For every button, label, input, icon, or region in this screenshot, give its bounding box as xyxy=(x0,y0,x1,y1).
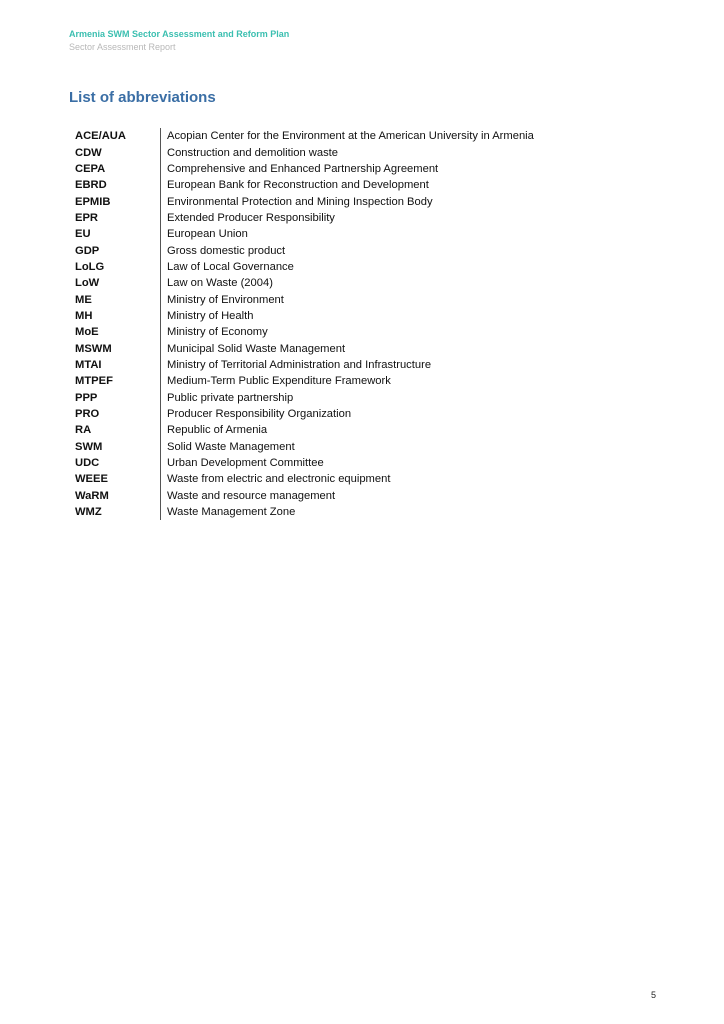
abbreviation-definition: European Union xyxy=(167,228,248,241)
abbreviation-definition: Ministry of Environment xyxy=(167,293,284,306)
abbreviation-definition: Waste from electric and electronic equipment xyxy=(167,473,391,486)
abbreviation-code: PPP xyxy=(69,390,161,406)
abbreviation-definition: Environmental Protection and Mining Inspection Body xyxy=(167,195,433,208)
abbreviation-code: EBRD xyxy=(69,177,161,193)
abbreviation-row xyxy=(69,439,629,455)
abbreviation-code: MH xyxy=(69,308,161,324)
abbreviation-row xyxy=(69,128,629,144)
abbreviation-definition: Public private partnership xyxy=(167,391,294,404)
abbreviation-row xyxy=(69,390,629,406)
abbreviation-row xyxy=(69,226,629,242)
abbreviation-row xyxy=(69,455,629,471)
abbreviation-definition: Waste and resource management xyxy=(167,489,336,502)
abbreviation-code: SWM xyxy=(69,439,161,455)
abbreviation-definition: European Bank for Reconstruction and Development xyxy=(167,179,429,192)
abbreviation-definition: Ministry of Economy xyxy=(167,326,268,339)
abbreviation-code: GDP xyxy=(69,242,161,258)
abbreviation-code: EPR xyxy=(69,210,161,226)
abbreviations-table xyxy=(69,128,629,520)
abbreviation-code: LoW xyxy=(69,275,161,291)
abbreviation-definition: Municipal Solid Waste Management xyxy=(167,342,346,355)
abbreviation-row xyxy=(69,242,629,258)
abbreviation-row xyxy=(69,422,629,438)
abbreviation-code: LoLG xyxy=(69,259,161,275)
abbreviation-definition: Ministry of Territorial Administration and Infrastructure xyxy=(167,358,432,371)
abbreviation-definition: Urban Development Committee xyxy=(167,457,324,470)
abbreviation-definition: Ministry of Health xyxy=(167,309,254,322)
abbreviation-code: EPMIB xyxy=(69,193,161,209)
abbreviation-row xyxy=(69,488,629,504)
abbreviation-row xyxy=(69,324,629,340)
abbreviation-code: WEEE xyxy=(69,471,161,487)
abbreviation-definition: Extended Producer Responsibility xyxy=(167,211,335,224)
abbreviation-code: EU xyxy=(69,226,161,242)
abbreviation-code: ACE/AUA xyxy=(69,128,161,144)
abbreviation-row xyxy=(69,340,629,356)
abbreviation-row xyxy=(69,144,629,160)
abbreviation-row xyxy=(69,193,629,209)
abbreviation-code: MTAI xyxy=(69,357,161,373)
abbreviation-definition: Waste Management Zone xyxy=(167,506,296,519)
abbreviation-row xyxy=(69,357,629,373)
abbreviation-definition: Comprehensive and Enhanced Partnership Agreement xyxy=(167,162,439,175)
abbreviation-code: UDC xyxy=(69,455,161,471)
abbreviation-code: ME xyxy=(69,291,161,307)
abbreviation-definition: Solid Waste Management xyxy=(167,440,295,453)
abbreviation-row xyxy=(69,275,629,291)
page-number: 5 xyxy=(650,990,656,1000)
abbreviation-definition: Acopian Center for the Environment at the American University in Armenia xyxy=(167,130,534,143)
abbreviation-row xyxy=(69,259,629,275)
document-subtitle: Sector Assessment Report xyxy=(69,42,176,52)
abbreviation-definition: Law on Waste (2004) xyxy=(167,277,273,290)
abbreviation-row xyxy=(69,504,629,520)
abbreviation-code: CEPA xyxy=(69,161,161,177)
abbreviation-row xyxy=(69,373,629,389)
abbreviation-definition: Republic of Armenia xyxy=(167,424,268,437)
document-title: Armenia SWM Sector Assessment and Reform Plan xyxy=(69,29,290,39)
abbreviation-definition: Gross domestic product xyxy=(167,244,286,257)
abbreviation-row xyxy=(69,177,629,193)
abbreviation-code: MSWM xyxy=(69,340,161,356)
abbreviation-code: MTPEF xyxy=(69,373,161,389)
abbreviation-row xyxy=(69,210,629,226)
section-heading: List of abbreviations xyxy=(69,89,216,106)
abbreviation-row xyxy=(69,406,629,422)
abbreviation-code: PRO xyxy=(69,406,161,422)
abbreviation-row xyxy=(69,161,629,177)
abbreviation-definition: Medium-Term Public Expenditure Framework xyxy=(167,375,391,388)
abbreviation-definition: Law of Local Governance xyxy=(167,260,294,273)
abbreviation-row xyxy=(69,308,629,324)
abbreviation-code: RA xyxy=(69,422,161,438)
abbreviation-definition: Construction and demolition waste xyxy=(167,146,339,159)
abbreviation-code: WaRM xyxy=(69,488,161,504)
running-header xyxy=(69,28,289,54)
abbreviation-code: MoE xyxy=(69,324,161,340)
abbreviation-row xyxy=(69,291,629,307)
abbreviation-row xyxy=(69,471,629,487)
abbreviation-code: WMZ xyxy=(69,504,161,520)
abbreviation-code: CDW xyxy=(69,144,161,160)
abbreviation-definition: Producer Responsibility Organization xyxy=(167,408,352,421)
